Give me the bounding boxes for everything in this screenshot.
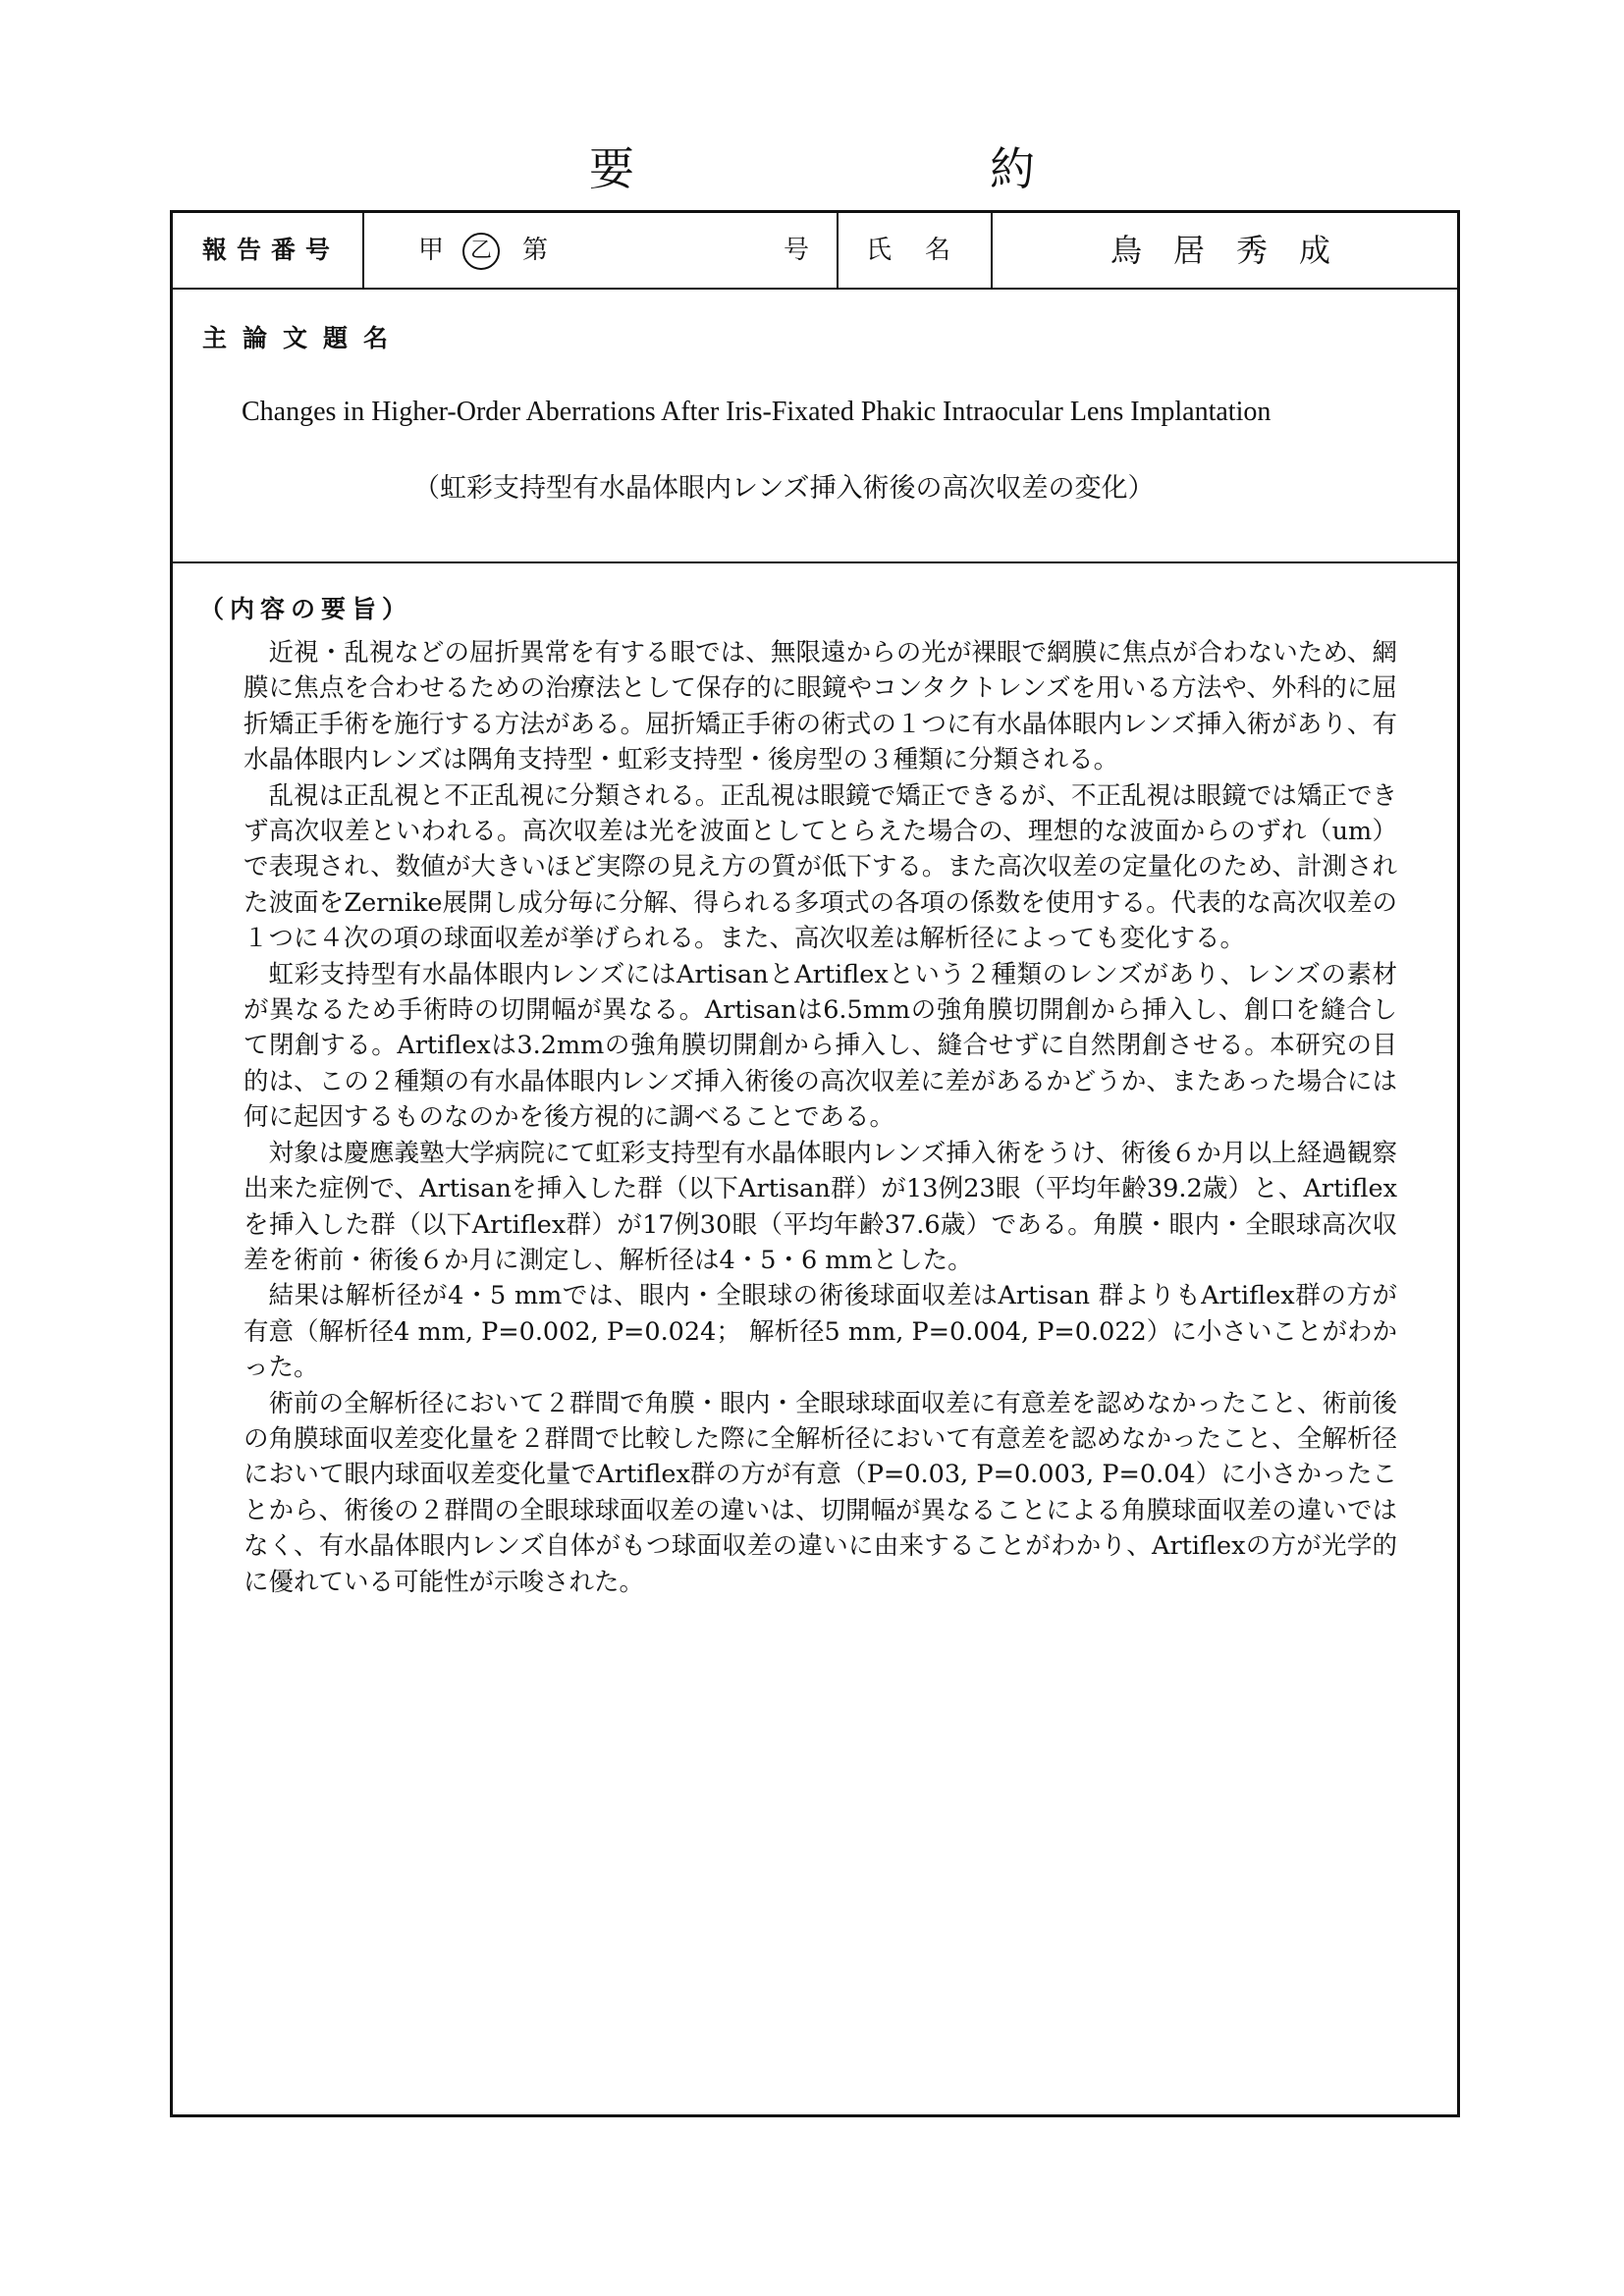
divider xyxy=(173,561,1457,563)
summary-body xyxy=(244,635,1397,1600)
summary-paragraph: 乱視は正乱視と不正乱視に分類される。正乱視は眼鏡で矯正できるが、不正乱視は眼鏡では矯正できず高次収差といわれる。高次収差は光を波面としてとらえた場合の、理想的な波面からのずれ（um）で表現され、数値が大きいほど実際の見え方の質が低下する。また高次収差の定量化のため、計測された波面をZernike展開し成分毎に分解、得られる多項式の各項の係数を使用する。代表的な高次収差の１つに４次の項の球面収差が挙げられる。また、高次収差は解析径によっても変化する。 xyxy=(244,780,1397,954)
summary-paragraph: 対象は慶應義塾大学病院にて虹彩支持型有水晶体眼内レンズ挿入術をうけ、術後６か月以上経過観察出来た症例で、Artisanを挿入した群（以下Artisan群）が13例23眼（平均年齢39.2歳）と、Artiflexを挿入した群（以下Artiflex群）が17例30眼（平均年齢37.6歳）である。角膜・眼内・全眼球高次収差を術前・術後６か月に測定し、解析径は4・5・6 mmとした。 xyxy=(244,1138,1397,1275)
page-title xyxy=(0,139,1624,198)
go-label: 号 xyxy=(784,236,810,265)
summary-paragraph: 術前の全解析径において２群間で角膜・眼内・全眼球球面収差に有意差を認めなかったこと、術前後の角膜球面収差変化量を２群間で比較した際に全解析径において有意差を認めなかったこと、全解析径において眼内球面収差変化量でArtiflex群の方が有意（P=0.03, P=0.003, P=0.04）に小さかったことから、術後の２群間の全眼球球面収差の違いは、切開幅が異なることによる角膜球面収差の違いではなく、有水晶体眼内レンズ自体がもつ球面収差の違いに由来することがわかり、Artiflexの方が光学的に優れている可能性が示唆された。 xyxy=(244,1388,1397,1597)
summary-paragraph: 結果は解析径が4・5 mmでは、眼内・全眼球の術後球面収差はArtisan 群よりもArtiflex群の方が有意（解析径4 mm, P=0.002, P=0.024； 解析径5 mm, P=0.004, P=0.022）に小さいことがわかった。 xyxy=(244,1281,1397,1383)
name-value: 鳥 居 秀 成 xyxy=(1110,232,1331,269)
divider xyxy=(991,213,993,288)
summary-form xyxy=(170,210,1460,2117)
otsu-circled: 乙 xyxy=(462,233,500,270)
page-title-char-1: 要 xyxy=(589,142,634,195)
summary-paragraph: 近視・乱視などの屈折異常を有する眼では、無限遠からの光が裸眼で網膜に焦点が合わないため、網膜に焦点を合わせるための治療法として保存的に眼鏡やコンタクトレンズを用いる方法や、外科的に屈折矯正手術を施行する方法がある。屈折矯正手術の術式の１つに有水晶体眼内レンズ挿入術があり、有水晶体眼内レンズは隅角支持型・虹彩支持型・後房型の３種類に分類される。 xyxy=(244,638,1397,775)
otsu-mark xyxy=(462,213,500,288)
name-label: 氏 名 xyxy=(866,236,955,265)
divider xyxy=(173,288,1457,290)
thesis-title-en: Changes in Higher-Order Aberrations After Iris-Fixated Phakic Intraocular Lens Implantation xyxy=(242,397,1272,427)
divider xyxy=(362,213,364,288)
thesis-title-ja: （虹彩支持型有水晶体眼内レンズ挿入術後の高次収差の変化） xyxy=(413,473,1155,504)
report-number-label: 報告番号 xyxy=(202,236,341,264)
dai-label: 第 xyxy=(522,236,549,265)
divider xyxy=(837,213,839,288)
thesis-label: 主論文題名 xyxy=(202,324,405,352)
summary-label: （内容の要旨） xyxy=(199,595,413,623)
summary-paragraph: 虹彩支持型有水晶体眼内レンズにはArtisanとArtiflexという２種類のレンズがあり、レンズの素材が異なるため手術時の切開幅が異なる。Artisanは6.5mmの強角膜切開創から挿入し、創口を縫合して閉創する。Artiflexは3.2mmの強角膜切開創から挿入し、縫合せずに自然閉創させる。本研究の目的は、この２種類の有水晶体眼内レンズ挿入術後の高次収差に差があるかどうか、またあった場合には何に起因するものなのかを後方視的に調べることである。 xyxy=(244,959,1397,1133)
ko-label: 甲 xyxy=(418,236,445,265)
page-title-char-2: 約 xyxy=(990,142,1035,195)
